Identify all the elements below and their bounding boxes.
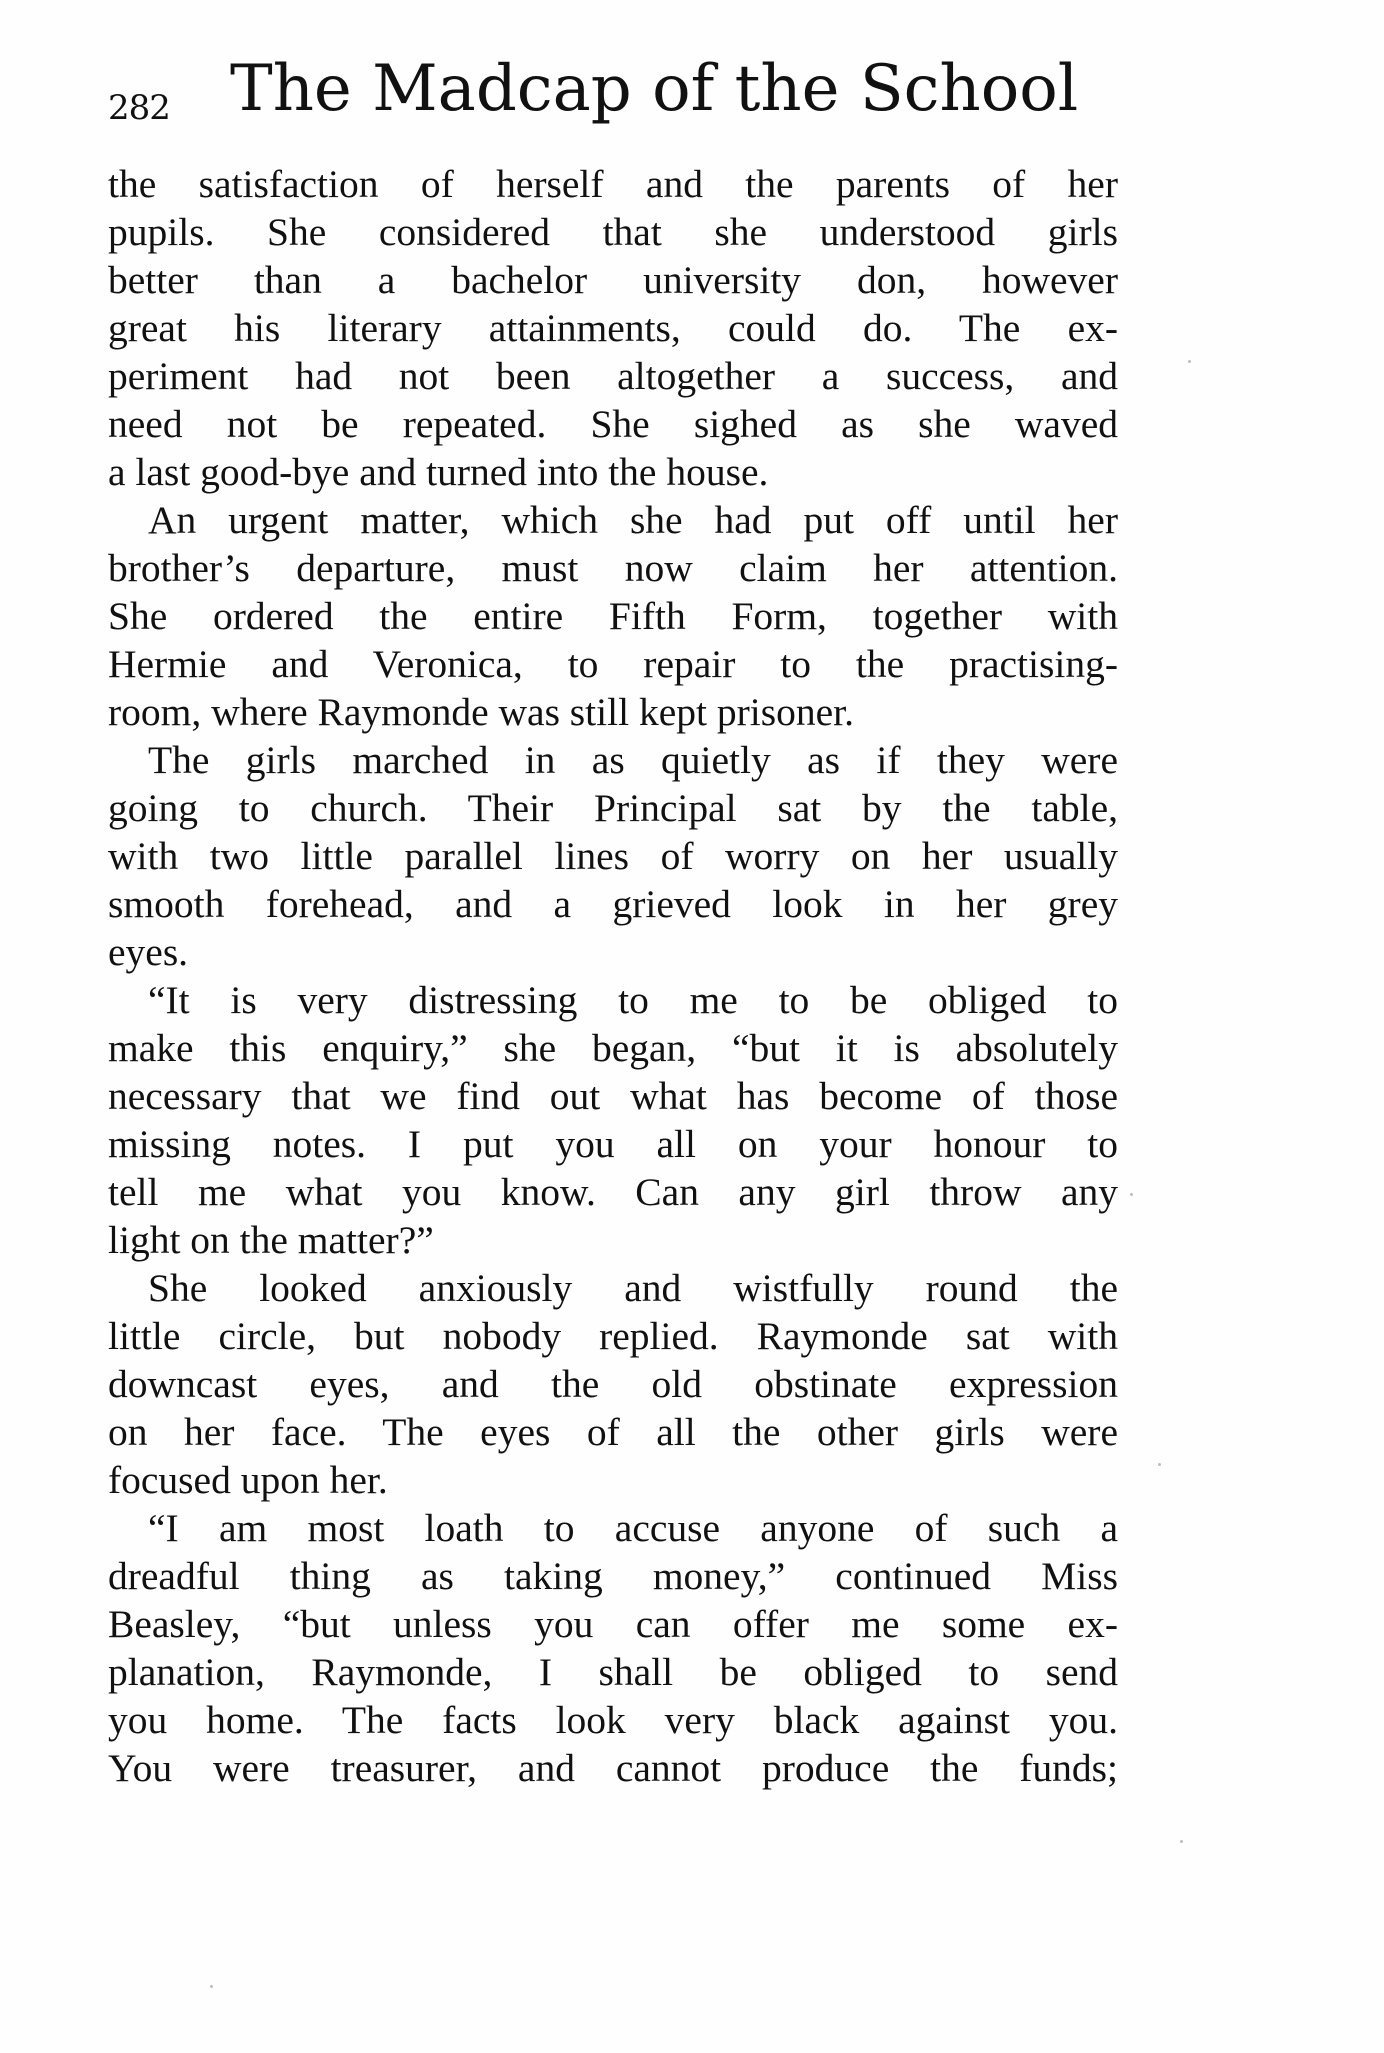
running-title: The Madcap of the School — [230, 52, 1079, 126]
text-line: focused upon her. — [108, 1458, 388, 1502]
paper-speck — [1180, 1840, 1183, 1843]
text-line: going to church. Their Principal sat by the table, — [108, 786, 1118, 830]
paragraph — [108, 1264, 1118, 1504]
text-line: She ordered the entire Fifth Form, together with — [108, 594, 1118, 638]
text-line: room, where Raymonde was still kept prisoner. — [108, 690, 854, 734]
paragraph — [108, 160, 1118, 496]
text-line: brother’s departure, must now claim her attention. — [108, 546, 1118, 590]
paragraph — [108, 736, 1118, 976]
text-line: dreadful thing as taking money,” continued Miss — [108, 1554, 1118, 1598]
text-line: with two little parallel lines of worry on her usually — [108, 834, 1118, 878]
body-text — [108, 160, 1118, 1792]
text-line: downcast eyes, and the old obstinate expression — [108, 1362, 1118, 1406]
text-line: planation, Raymonde, I shall be obliged to send — [108, 1650, 1118, 1694]
text-line: smooth forehead, and a grieved look in her grey — [108, 882, 1118, 926]
text-line: Beasley, “but unless you can offer me some ex- — [108, 1602, 1118, 1646]
text-line: missing notes. I put you all on your honour to — [108, 1122, 1118, 1166]
text-line: great his literary attainments, could do. The ex- — [108, 306, 1118, 350]
paper-speck — [1130, 1193, 1133, 1196]
text-line: need not be repeated. She sighed as she waved — [108, 402, 1118, 446]
text-line: “It is very distressing to me to be obliged to — [148, 978, 1118, 1022]
page-header — [108, 52, 1118, 132]
text-line: you home. The facts look very black against you. — [108, 1698, 1118, 1742]
text-line: She looked anxiously and wistfully round the — [148, 1266, 1118, 1310]
text-line: on her face. The eyes of all the other girls were — [108, 1410, 1118, 1454]
text-line: eyes. — [108, 930, 189, 974]
text-line: make this enquiry,” she began, “but it is absolutely — [108, 1026, 1118, 1070]
paper-speck — [1188, 360, 1191, 363]
paper-speck — [1158, 1463, 1161, 1466]
text-line: The girls marched in as quietly as if they were — [148, 738, 1118, 782]
text-line: better than a bachelor university don, however — [108, 258, 1118, 302]
paragraph — [108, 976, 1118, 1264]
paragraph — [108, 1504, 1118, 1792]
text-line: little circle, but nobody replied. Raymonde sat with — [108, 1314, 1118, 1358]
text-line: periment had not been altogether a success, and — [108, 354, 1118, 398]
text-line: You were treasurer, and cannot produce the funds; — [108, 1746, 1118, 1790]
text-line: a last good-bye and turned into the house. — [108, 450, 769, 494]
text-line: pupils. She considered that she understood girls — [108, 210, 1118, 254]
text-line: Hermie and Veronica, to repair to the practising- — [108, 642, 1118, 686]
page-number: 282 — [108, 88, 170, 128]
paragraph — [108, 496, 1118, 736]
text-line: the satisfaction of herself and the parents of her — [108, 162, 1118, 206]
paper-speck — [210, 1985, 213, 1988]
text-line: necessary that we find out what has become of those — [108, 1074, 1118, 1118]
text-line: tell me what you know. Can any girl throw any — [108, 1170, 1118, 1214]
text-line: light on the matter?” — [108, 1218, 434, 1262]
text-line: “I am most loath to accuse anyone of such a — [148, 1506, 1118, 1550]
text-line: An urgent matter, which she had put off until her — [148, 498, 1118, 542]
